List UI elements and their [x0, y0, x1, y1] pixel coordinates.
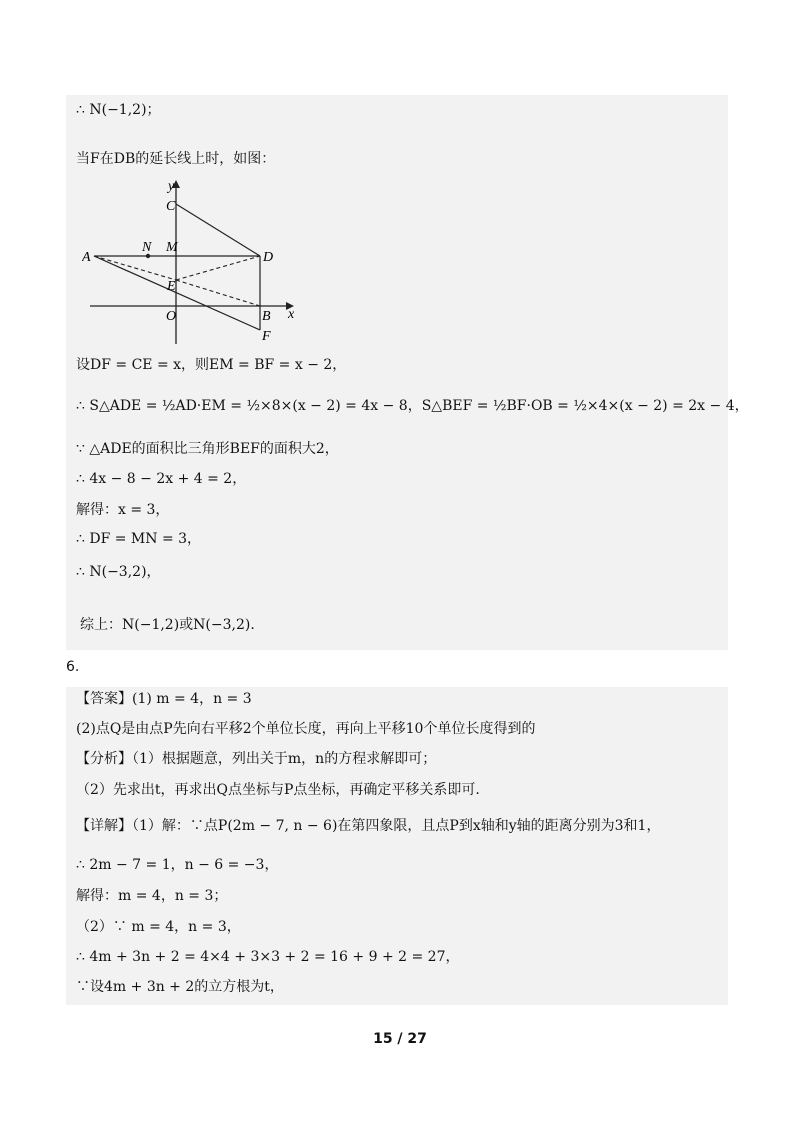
text-line: ∴ N(−1,2)；: [76, 102, 161, 118]
label-y: y: [168, 179, 175, 194]
segment-EB: [176, 280, 260, 306]
label-A: A: [82, 250, 91, 265]
text-line: ∵设4m + 3n + 2的立方根为t，: [76, 979, 284, 995]
label-x: x: [288, 307, 295, 322]
text-line: 当F在DB的延长线上时，如图：: [76, 151, 276, 167]
text-line: ∴ 4x − 8 − 2x + 4 = 2，: [76, 471, 247, 487]
question-number: 6.: [66, 659, 80, 675]
segment-AE: [94, 256, 176, 280]
text-line: ∵ △ADE的面积比三角形BEF的面积大2，: [76, 441, 339, 457]
text-line: ∴ DF = MN = 3，: [76, 531, 202, 547]
text-line: （2）∵ m = 4，n = 3，: [76, 919, 241, 935]
text-line: ∴ S△ADE = ½AD·EM = ½×8×(x − 2) = 4x − 8，S△BEF = ½BF·OB = ½×4×(x − 2) = 2x − 4，: [76, 398, 749, 414]
text-line: ∴ 2m − 7 = 1，n − 6 = −3，: [76, 857, 279, 873]
text-line: 【详解】（1）解：∵点P(2m − 7, n − 6)在第四象限，且点P到x轴和y轴的距离分别为3和1，: [76, 818, 661, 834]
label-E: E: [167, 279, 176, 294]
geometry-figure: [82, 178, 302, 348]
label-C: C: [166, 199, 176, 214]
label-O: O: [166, 309, 177, 324]
label-D: D: [263, 250, 274, 265]
text-line: ∴ 4m + 3n + 2 = 4×4 + 3×3 + 2 = 16 + 9 + 2 = 27，: [76, 949, 460, 965]
text-line: 【分析】（1）根据题意，列出关于m，n的方程求解即可；: [76, 751, 437, 767]
text-line: 综上：N(−1,2)或N(−3,2).: [80, 617, 255, 633]
text-line: 解得：m = 4，n = 3；: [76, 888, 228, 904]
text-line: ∴ N(−3,2)，: [76, 564, 161, 580]
text-line: 解得：x = 3，: [76, 502, 170, 518]
label-M: M: [166, 240, 178, 255]
segment-CD: [176, 204, 260, 256]
label-B: B: [262, 309, 271, 324]
segment-AF: [94, 256, 260, 330]
text-line: 【答案】(1) m = 4，n = 3: [76, 691, 252, 707]
page-number: 15 / 27: [373, 1031, 427, 1047]
segment-ED: [176, 256, 260, 280]
text-line: 设DF = CE = x，则EM = BF = x − 2，: [76, 357, 347, 373]
label-N: N: [142, 240, 152, 255]
text-line: (2)点Q是由点P先向右平移2个单位长度，再向上平移10个单位长度得到的: [76, 721, 536, 737]
label-F: F: [262, 329, 271, 344]
text-line: （2）先求出t，再求出Q点坐标与P点坐标，再确定平移关系即可.: [76, 782, 480, 798]
